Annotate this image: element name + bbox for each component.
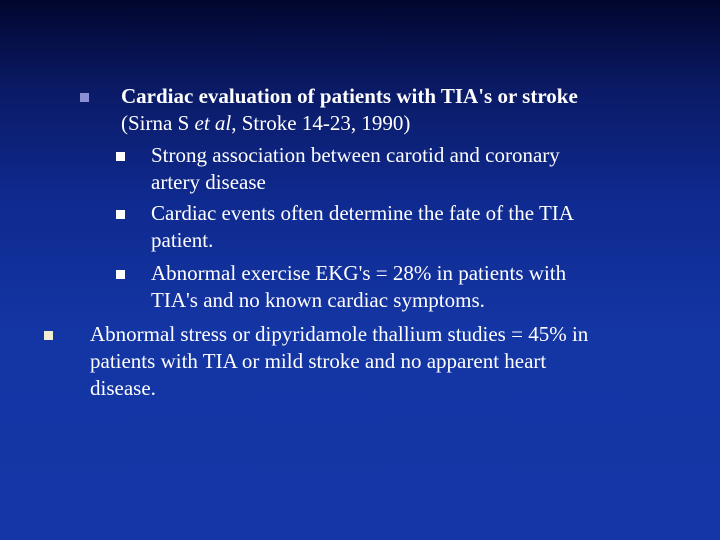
- subitem-1-line1: Strong association between carotid and coronary: [151, 143, 560, 167]
- item2-line1: Abnormal stress or dipyridamole thallium studies = 45% in: [90, 322, 589, 346]
- citation-etal: et al: [194, 111, 232, 135]
- item2-line2: patients with TIA or mild stroke and no apparent heart: [90, 349, 547, 373]
- item1-title: Cardiac evaluation of patients with TIA's or stroke: [121, 84, 578, 108]
- square-bullet-icon: [80, 93, 89, 102]
- citation-text: (Sirna S: [121, 111, 195, 135]
- item2-line3: disease.: [90, 376, 156, 400]
- item1-citation: [121, 110, 410, 137]
- subitem-3-line2: TIA's and no known cardiac symptoms.: [151, 288, 485, 312]
- square-bullet-icon: [116, 270, 125, 279]
- citation-source: , Stroke 14-23, 1990): [231, 111, 411, 135]
- subitem-1-line2: artery disease: [151, 170, 266, 194]
- square-bullet-icon: [116, 152, 125, 161]
- square-bullet-icon: [116, 210, 125, 219]
- square-bullet-icon: [44, 331, 53, 340]
- subitem-2-line1: Cardiac events often determine the fate of the TIA: [151, 201, 574, 225]
- subitem-2-line2: patient.: [151, 228, 214, 252]
- subitem-3-line1: Abnormal exercise EKG's = 28% in patients with: [151, 261, 567, 285]
